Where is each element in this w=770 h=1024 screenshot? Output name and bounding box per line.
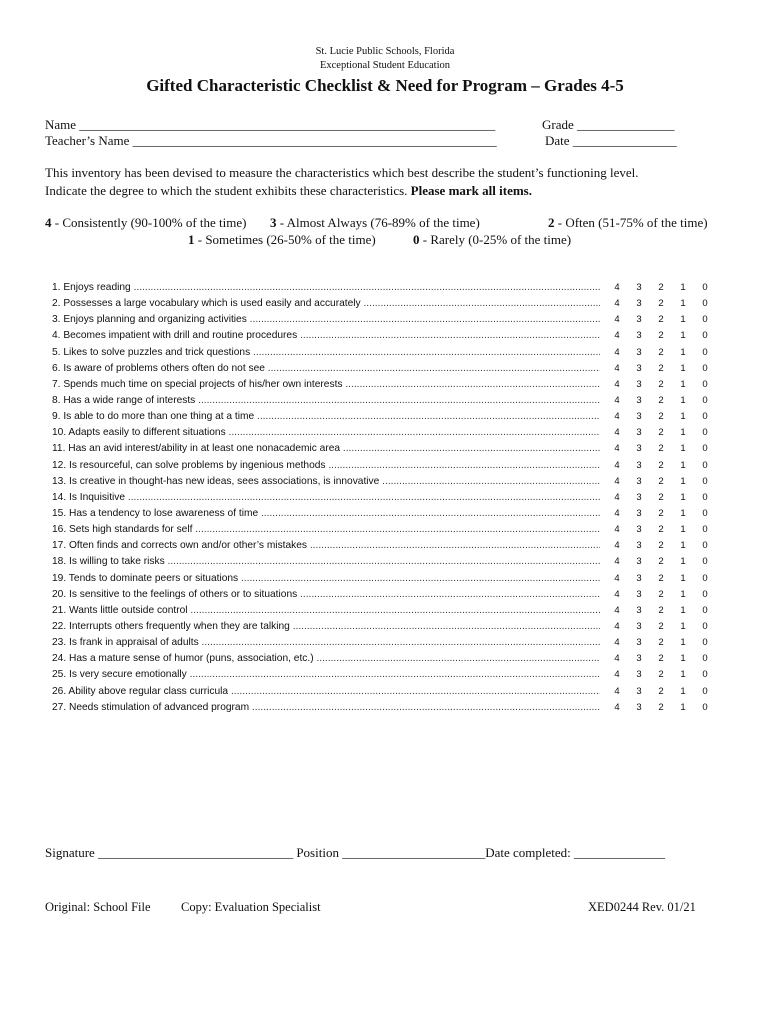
- department-name: Exceptional Student Education: [319, 60, 451, 71]
- rating-option-1[interactable]: 1: [680, 346, 686, 358]
- rating-option-3[interactable]: 3: [636, 620, 642, 632]
- checklist-item-text: 23. Is frank in appraisal of adults .....: [52, 635, 600, 651]
- scale-0-text: - Rarely (0-25% of the time): [419, 232, 572, 247]
- rating-option-0[interactable]: 0: [702, 507, 708, 519]
- rating-option-3[interactable]: 3: [636, 298, 642, 310]
- rating-option-1[interactable]: 1: [680, 556, 686, 568]
- checklist-item-text: 6. Is aware of problems others often do not see .....: [52, 361, 600, 377]
- name-label: Name: [45, 117, 77, 132]
- checklist-item-3: [52, 312, 712, 328]
- rating-option-3[interactable]: 3: [636, 314, 642, 326]
- grade-label: Grade: [542, 117, 574, 132]
- rating-option-2[interactable]: 2: [658, 411, 664, 423]
- rating-option-0[interactable]: 0: [702, 411, 708, 423]
- checklist: [52, 280, 712, 716]
- rating-option-2[interactable]: 2: [658, 507, 664, 519]
- checklist-item-text: 18. Is willing to take risks .....: [52, 554, 600, 570]
- rating-option-3[interactable]: 3: [636, 604, 642, 616]
- rating-option-1[interactable]: 1: [680, 588, 686, 600]
- rating-option-0[interactable]: 0: [702, 378, 708, 390]
- rating-option-0[interactable]: 0: [702, 524, 708, 536]
- rating-option-4[interactable]: 4: [614, 330, 620, 342]
- rating-option-2[interactable]: 2: [658, 653, 664, 665]
- teacher-name-label: Teacher’s Name: [45, 133, 130, 148]
- rating-option-3[interactable]: 3: [636, 443, 642, 455]
- rating-option-2[interactable]: 2: [658, 475, 664, 487]
- rating-option-0[interactable]: 0: [702, 540, 708, 552]
- scale-1: [188, 232, 376, 248]
- rating-option-3[interactable]: 3: [636, 685, 642, 697]
- scale-1-text: - Sometimes (26-50% of the time): [194, 232, 376, 247]
- rating-option-3[interactable]: 3: [636, 572, 642, 584]
- rating-option-3[interactable]: 3: [636, 475, 642, 487]
- rating-option-2[interactable]: 2: [658, 298, 664, 310]
- scale-2: [548, 215, 708, 231]
- checklist-item-25: [52, 667, 712, 683]
- rating-option-2[interactable]: 2: [658, 282, 664, 293]
- rating-option-0[interactable]: 0: [702, 427, 708, 439]
- rating-option-3[interactable]: 3: [636, 556, 642, 568]
- checklist-item-text: 13. Is creative in thought-has new ideas, sees associations, is innovative .....: [52, 474, 600, 490]
- rating-option-3[interactable]: 3: [636, 588, 642, 600]
- checklist-item-13: [52, 474, 712, 490]
- instructions: [45, 164, 735, 200]
- rating-option-0[interactable]: 0: [702, 604, 708, 616]
- checklist-item-text: 12. Is resourceful, can solve problems by ingenious methods .....: [52, 458, 600, 474]
- date-line[interactable]: ________________: [572, 133, 677, 148]
- signature-label: Signature: [45, 845, 95, 860]
- rating-option-0[interactable]: 0: [702, 620, 708, 632]
- rating-option-4[interactable]: 4: [614, 459, 620, 471]
- rating-option-3[interactable]: 3: [636, 669, 642, 681]
- rating-option-2[interactable]: 2: [658, 443, 664, 455]
- rating-option-3[interactable]: 3: [636, 282, 642, 293]
- scale-2-number: 2: [548, 215, 555, 230]
- teacher-name-line[interactable]: ________________________________________________________: [132, 133, 497, 148]
- rating-option-3[interactable]: 3: [636, 637, 642, 649]
- rating-option-4[interactable]: 4: [614, 394, 620, 406]
- rating-option-1[interactable]: 1: [680, 282, 686, 293]
- rating-option-4[interactable]: 4: [614, 346, 620, 358]
- rating-option-2[interactable]: 2: [658, 378, 664, 390]
- rating-option-4[interactable]: 4: [614, 669, 620, 681]
- scale-3: [270, 215, 480, 231]
- checklist-item-16: [52, 522, 712, 538]
- rating-option-4[interactable]: 4: [614, 604, 620, 616]
- rating-option-1[interactable]: 1: [680, 637, 686, 649]
- scale-0: [413, 232, 571, 248]
- rating-option-1[interactable]: 1: [680, 314, 686, 326]
- rating-option-2[interactable]: 2: [658, 330, 664, 342]
- rating-option-2[interactable]: 2: [658, 604, 664, 616]
- date-completed-line[interactable]: ______________: [574, 845, 666, 860]
- name-field[interactable]: [45, 117, 495, 133]
- checklist-item-text: 14. Is Inquisitive .....: [52, 490, 600, 506]
- rating-option-3[interactable]: 3: [636, 394, 642, 406]
- instructions-emphasis: Please mark all items.: [410, 183, 532, 198]
- rating-option-1[interactable]: 1: [680, 701, 686, 713]
- checklist-item-text: 11. Has an avid interest/ability in at least one nonacademic area .....: [52, 441, 600, 457]
- rating-option-0[interactable]: 0: [702, 475, 708, 487]
- position-line[interactable]: ______________________: [342, 845, 486, 860]
- rating-option-4[interactable]: 4: [614, 427, 620, 439]
- district-name: St. Lucie Public Schools, Florida: [315, 46, 455, 57]
- checklist-item-text: 26. Ability above regular class curricula .....: [52, 684, 600, 700]
- rating-option-0[interactable]: 0: [702, 637, 708, 649]
- rating-option-4[interactable]: 4: [614, 701, 620, 713]
- checklist-item-15: [52, 506, 712, 522]
- rating-option-2[interactable]: 2: [658, 459, 664, 471]
- rating-option-1[interactable]: 1: [680, 572, 686, 584]
- rating-option-3[interactable]: 3: [636, 507, 642, 519]
- checklist-item-text: 4. Becomes impatient with drill and routine procedures .....: [52, 328, 600, 344]
- rating-option-0[interactable]: 0: [702, 491, 708, 503]
- checklist-item-6: [52, 361, 712, 377]
- checklist-item-text: 5. Likes to solve puzzles and trick questions .....: [52, 345, 600, 361]
- rating-option-4[interactable]: 4: [614, 475, 620, 487]
- checklist-item-text: 27. Needs stimulation of advanced program .....: [52, 700, 600, 716]
- rating-option-1[interactable]: 1: [680, 669, 686, 681]
- scale-1-number: 1: [188, 232, 195, 247]
- instructions-line-2: [45, 182, 735, 200]
- rating-option-0[interactable]: 0: [702, 314, 708, 326]
- signature-row: [45, 845, 665, 861]
- rating-option-4[interactable]: 4: [614, 653, 620, 665]
- rating-option-3[interactable]: 3: [636, 330, 642, 342]
- scale-4-number: 4: [45, 215, 52, 230]
- rating-option-2[interactable]: 2: [658, 427, 664, 439]
- rating-option-1[interactable]: 1: [680, 378, 686, 390]
- checklist-item-text: 7. Spends much time on special projects of his/her own interests .....: [52, 377, 600, 393]
- checklist-item-text: 24. Has a mature sense of humor (puns, association, etc.) .....: [52, 651, 600, 667]
- checklist-item-text: 22. Interrupts others frequently when they are talking .....: [52, 619, 600, 635]
- date-completed-label: Date completed:: [485, 845, 571, 860]
- scale-4: [45, 215, 246, 231]
- checklist-item-text: 15. Has a tendency to lose awareness of time .....: [52, 506, 600, 522]
- rating-option-0[interactable]: 0: [702, 653, 708, 665]
- footer-form-code: XED0244 Rev. 01/21: [588, 900, 696, 914]
- instructions-line-2-text: Indicate the degree to which the student exhibits these characteristics.: [45, 183, 408, 198]
- date-label: Date: [545, 133, 570, 148]
- checklist-item-10: [52, 425, 712, 441]
- checklist-item-text: 19. Tends to dominate peers or situations .....: [52, 571, 600, 587]
- rating-option-3[interactable]: 3: [636, 524, 642, 536]
- checklist-item-7: [52, 377, 712, 393]
- checklist-item-17: [52, 538, 712, 554]
- rating-option-4[interactable]: 4: [614, 637, 620, 649]
- rating-option-3[interactable]: 3: [636, 491, 642, 503]
- rating-option-1[interactable]: 1: [680, 459, 686, 471]
- rating-option-1[interactable]: 1: [680, 507, 686, 519]
- rating-option-4[interactable]: 4: [614, 411, 620, 423]
- rating-option-1[interactable]: 1: [680, 443, 686, 455]
- checklist-item-27: [52, 700, 712, 716]
- position-label: Position: [296, 845, 339, 860]
- rating-option-1[interactable]: 1: [680, 475, 686, 487]
- rating-option-0[interactable]: 0: [702, 459, 708, 471]
- rating-option-2[interactable]: 2: [658, 491, 664, 503]
- grade-field[interactable]: [542, 117, 675, 133]
- name-line[interactable]: ________________________________________________________________: [79, 117, 496, 132]
- checklist-item-22: [52, 619, 712, 635]
- scale-2-text: - Often (51-75% of the time): [554, 215, 708, 230]
- grade-line[interactable]: _______________: [577, 117, 675, 132]
- rating-option-0[interactable]: 0: [702, 701, 708, 713]
- rating-option-1[interactable]: 1: [680, 427, 686, 439]
- checklist-item-text: 2. Possesses a large vocabulary which is used easily and accurately .....: [52, 296, 600, 312]
- rating-option-4[interactable]: 4: [614, 314, 620, 326]
- instructions-line-1: This inventory has been devised to measure the characteristics which best describe the student’s functioning level.: [45, 165, 639, 180]
- scale-3-number: 3: [270, 215, 277, 230]
- rating-option-4[interactable]: 4: [614, 362, 620, 374]
- scale-3-text: - Almost Always (76-89% of the time): [276, 215, 480, 230]
- rating-option-2[interactable]: 2: [658, 346, 664, 358]
- rating-option-4[interactable]: 4: [614, 524, 620, 536]
- rating-option-0[interactable]: 0: [702, 330, 708, 342]
- rating-option-4[interactable]: 4: [614, 378, 620, 390]
- rating-option-1[interactable]: 1: [680, 540, 686, 552]
- scale-4-text: - Consistently (90-100% of the time): [51, 215, 247, 230]
- checklist-item-24: [52, 651, 712, 667]
- rating-option-4[interactable]: 4: [614, 298, 620, 310]
- rating-option-4[interactable]: 4: [614, 507, 620, 519]
- rating-option-4[interactable]: 4: [614, 556, 620, 568]
- checklist-item-text: 17. Often finds and corrects own and/or other’s mistakes .....: [52, 538, 600, 554]
- checklist-item-text: 1. Enjoys reading .....: [52, 280, 600, 296]
- rating-option-1[interactable]: 1: [680, 524, 686, 536]
- checklist-item-20: [52, 587, 712, 603]
- rating-option-3[interactable]: 3: [636, 459, 642, 471]
- rating-option-0[interactable]: 0: [702, 282, 708, 293]
- rating-option-2[interactable]: 2: [658, 637, 664, 649]
- rating-option-0[interactable]: 0: [702, 394, 708, 406]
- rating-option-1[interactable]: 1: [680, 653, 686, 665]
- date-field[interactable]: [545, 133, 677, 149]
- rating-option-0[interactable]: 0: [702, 346, 708, 358]
- checklist-item-8: [52, 393, 712, 409]
- checklist-item-18: [52, 554, 712, 570]
- rating-option-0[interactable]: 0: [702, 588, 708, 600]
- rating-option-4[interactable]: 4: [614, 588, 620, 600]
- rating-option-4[interactable]: 4: [614, 282, 620, 293]
- rating-option-3[interactable]: 3: [636, 346, 642, 358]
- checklist-item-2: [52, 296, 712, 312]
- rating-option-1[interactable]: 1: [680, 604, 686, 616]
- footer-copy: Copy: Evaluation Specialist: [181, 900, 321, 914]
- rating-option-1[interactable]: 1: [680, 330, 686, 342]
- rating-option-4[interactable]: 4: [614, 685, 620, 697]
- rating-option-3[interactable]: 3: [636, 653, 642, 665]
- checklist-item-text: 10. Adapts easily to different situations .....: [52, 425, 600, 441]
- checklist-item-19: [52, 571, 712, 587]
- checklist-item-text: 8. Has a wide range of interests .....: [52, 393, 600, 409]
- rating-option-0[interactable]: 0: [702, 572, 708, 584]
- rating-option-3[interactable]: 3: [636, 411, 642, 423]
- rating-option-2[interactable]: 2: [658, 685, 664, 697]
- scale-0-number: 0: [413, 232, 420, 247]
- rating-option-1[interactable]: 1: [680, 685, 686, 697]
- rating-option-2[interactable]: 2: [658, 701, 664, 713]
- signature-line[interactable]: ______________________________: [98, 845, 294, 860]
- rating-option-0[interactable]: 0: [702, 669, 708, 681]
- rating-option-0[interactable]: 0: [702, 685, 708, 697]
- rating-option-2[interactable]: 2: [658, 620, 664, 632]
- rating-option-3[interactable]: 3: [636, 427, 642, 439]
- checklist-item-9: [52, 409, 712, 425]
- checklist-item-text: 21. Wants little outside control .....: [52, 603, 600, 619]
- checklist-item-text: 16. Sets high standards for self .....: [52, 522, 600, 538]
- footer-original: Original: School File: [45, 900, 151, 914]
- rating-option-1[interactable]: 1: [680, 298, 686, 310]
- rating-option-2[interactable]: 2: [658, 362, 664, 374]
- rating-option-2[interactable]: 2: [658, 394, 664, 406]
- rating-option-0[interactable]: 0: [702, 298, 708, 310]
- checklist-item-text: 25. Is very secure emotionally .....: [52, 667, 600, 683]
- checklist-item-26: [52, 684, 712, 700]
- rating-option-4[interactable]: 4: [614, 491, 620, 503]
- checklist-item-text: 9. Is able to do more than one thing at a time .....: [52, 409, 600, 425]
- rating-option-3[interactable]: 3: [636, 701, 642, 713]
- checklist-item-4: [52, 328, 712, 344]
- rating-option-2[interactable]: 2: [658, 669, 664, 681]
- checklist-item-12: [52, 458, 712, 474]
- rating-option-1[interactable]: 1: [680, 411, 686, 423]
- rating-option-2[interactable]: 2: [658, 572, 664, 584]
- checklist-item-14: [52, 490, 712, 506]
- rating-option-4[interactable]: 4: [614, 572, 620, 584]
- rating-option-2[interactable]: 2: [658, 524, 664, 536]
- checklist-item-1: [52, 280, 712, 296]
- rating-option-2[interactable]: 2: [658, 540, 664, 552]
- checklist-item-text: 20. Is sensitive to the feelings of others or to situations .....: [52, 587, 600, 603]
- checklist-item-11: [52, 441, 712, 457]
- rating-option-1[interactable]: 1: [680, 620, 686, 632]
- rating-option-1[interactable]: 1: [680, 491, 686, 503]
- teacher-name-field[interactable]: [45, 133, 497, 149]
- rating-option-2[interactable]: 2: [658, 588, 664, 600]
- checklist-item-5: [52, 345, 712, 361]
- rating-option-1[interactable]: 1: [680, 394, 686, 406]
- page-title: Gifted Characteristic Checklist & Need for Program – Grades 4-5: [146, 76, 624, 95]
- rating-option-3[interactable]: 3: [636, 378, 642, 390]
- rating-option-3[interactable]: 3: [636, 362, 642, 374]
- rating-option-3[interactable]: 3: [636, 540, 642, 552]
- rating-option-4[interactable]: 4: [614, 620, 620, 632]
- rating-option-4[interactable]: 4: [614, 540, 620, 552]
- rating-option-2[interactable]: 2: [658, 314, 664, 326]
- rating-option-1[interactable]: 1: [680, 362, 686, 374]
- rating-option-0[interactable]: 0: [702, 443, 708, 455]
- checklist-item-text: 3. Enjoys planning and organizing activities .....: [52, 312, 600, 328]
- checklist-item-23: [52, 635, 712, 651]
- rating-option-0[interactable]: 0: [702, 556, 708, 568]
- checklist-item-21: [52, 603, 712, 619]
- rating-option-0[interactable]: 0: [702, 362, 708, 374]
- rating-option-2[interactable]: 2: [658, 556, 664, 568]
- rating-option-4[interactable]: 4: [614, 443, 620, 455]
